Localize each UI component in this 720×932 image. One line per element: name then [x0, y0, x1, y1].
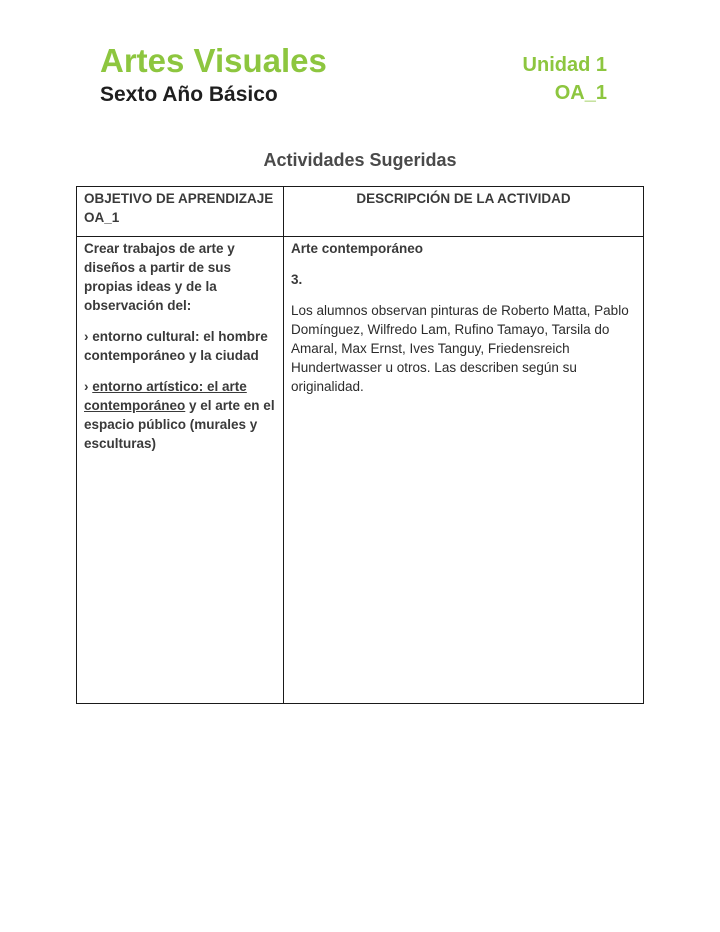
objective-item-cultural: › entorno cultural: el hombre contemporáneo y la ciudad	[84, 329, 268, 363]
unit-header	[523, 52, 607, 106]
table-header-row	[77, 187, 644, 237]
underlined-phrase: entorno artístico: el arte contemporáneo	[84, 379, 247, 413]
bullet: ›	[84, 379, 93, 394]
objective-intro: Crear trabajos de arte y diseños a partir de sus propias ideas y de la observación del:	[84, 241, 235, 313]
description-cell	[284, 237, 644, 704]
objective-item-artistic	[84, 377, 276, 453]
section-title: Actividades Sugeridas	[263, 150, 457, 170]
table-row	[77, 237, 644, 704]
description-column-header: DESCRIPCIÓN DE LA ACTIVIDAD	[284, 187, 644, 237]
grade-title: Sexto Año Básico	[100, 83, 278, 106]
document-header	[100, 42, 327, 108]
activity-number: 3.	[291, 272, 303, 287]
activity-description: Los alumnos observan pinturas de Roberto Matta, Pablo Domínguez, Wilfredo Lam, Rufino Tamayo, Tarsila do Amaral, Max Ernst, Ives Tanguy, Friedensreich Hundertwasser u otros. Las describen según su originalidad.	[291, 303, 629, 394]
objective-column-header: OBJETIVO DE APRENDIZAJE OA_1	[77, 187, 284, 237]
objective-cell	[77, 237, 284, 704]
activity-title: Arte contemporáneo	[291, 241, 424, 256]
subject-title: Artes Visuales	[100, 42, 327, 79]
activities-table	[76, 186, 644, 704]
oa-label: OA_1	[554, 82, 607, 104]
objective-item-rest: y el arte en el espacio público (murales y esculturas)	[84, 398, 275, 451]
unit-label: Unidad 1	[522, 54, 607, 76]
